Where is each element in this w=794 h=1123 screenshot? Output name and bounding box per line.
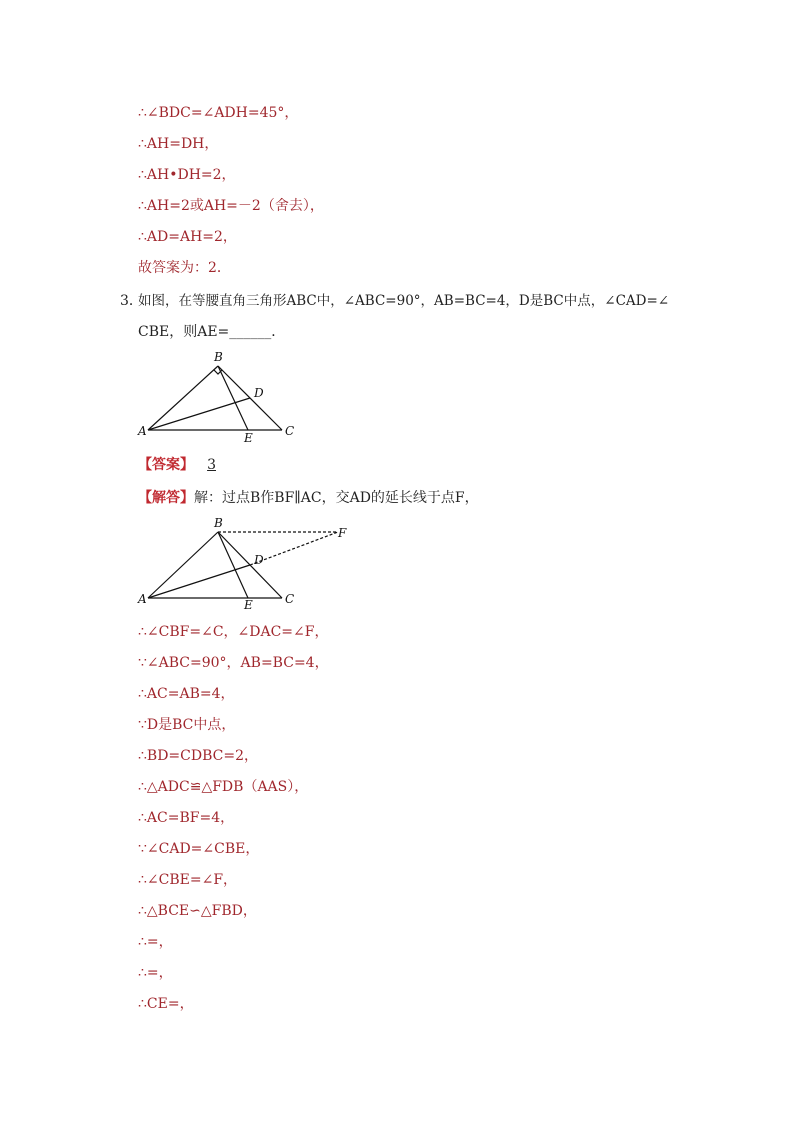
step-3: ∴AC=AB=4， xyxy=(138,686,235,702)
step-11: ∴=， xyxy=(138,934,173,950)
step-8: ∵∠CAD=∠CBE， xyxy=(138,841,260,857)
label-A: A xyxy=(138,424,147,438)
label-D2: D xyxy=(254,553,264,567)
step-9: ∴∠CBE=∠F， xyxy=(138,872,238,888)
label-E: E xyxy=(244,431,253,445)
prev-line-6: 故答案为：2． xyxy=(138,260,231,276)
step-2: ∵∠ABC=90°，AB=BC=4， xyxy=(138,655,329,671)
prev-line-1: ∴∠BDC=∠ADH=45°， xyxy=(138,105,299,121)
triangle-figure-1 xyxy=(136,346,306,446)
label-C2: C xyxy=(285,592,295,606)
label-E2: E xyxy=(244,598,253,612)
step-1: ∴∠CBF=∠C，∠DAC=∠F， xyxy=(138,624,329,640)
prev-line-4: ∴AH=2或AH=－2（舍去）， xyxy=(138,198,324,214)
label-B2: B xyxy=(214,516,223,530)
prev-line-3: ∴AH•DH=2， xyxy=(138,167,236,183)
prev-line-2: ∴AH=DH， xyxy=(138,136,219,152)
step-13: ∴CE=， xyxy=(138,996,194,1012)
step-5: ∴BD=CDBC=2， xyxy=(138,748,258,764)
label-B: B xyxy=(214,350,223,364)
question-text-line2: CBE，则AE=______． xyxy=(138,324,286,340)
label-D: D xyxy=(254,386,264,400)
triangle-figure-2 xyxy=(136,514,366,614)
step-6: ∴△ADC≌△FDB（AAS）， xyxy=(138,779,309,795)
prev-line-5: ∴AD=AH=2， xyxy=(138,229,237,245)
label-F: F xyxy=(338,526,347,540)
step-10: ∴△BCE∽△FBD， xyxy=(138,903,257,919)
label-C: C xyxy=(285,424,295,438)
question-text-line1: 如图，在等腰直角三角形ABC中，∠ABC=90°，AB=BC=4，D是BC中点，∠CAD=∠ xyxy=(138,293,670,309)
step-7: ∴AC=BF=4， xyxy=(138,810,235,826)
step-4: ∵D是BC中点， xyxy=(138,717,236,733)
answer-value: 3 xyxy=(207,457,216,473)
answer-tag: 【答案】 xyxy=(138,457,194,473)
label-A2: A xyxy=(138,592,147,606)
step-12: ∴=， xyxy=(138,965,173,981)
question-number: 3． xyxy=(120,293,143,309)
analysis-text: 解：过点B作BF∥AC，交AD的延长线于点F， xyxy=(194,490,479,506)
analysis-tag: 【解答】 xyxy=(138,490,194,506)
